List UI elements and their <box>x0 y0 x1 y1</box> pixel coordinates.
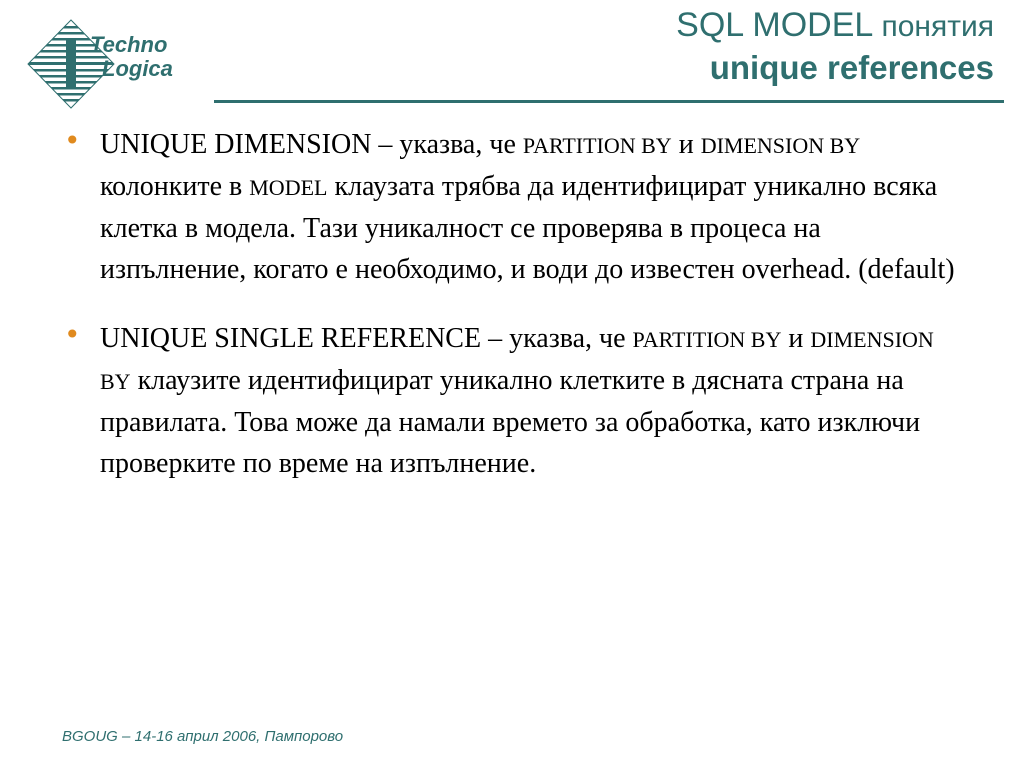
keyword-dimension-by: DIMENSION BY <box>100 327 934 394</box>
bullet-dot-icon: • <box>64 318 81 351</box>
bullet-text-part: и <box>781 323 811 354</box>
keyword-partition-by: PARTITION BY <box>522 133 672 158</box>
bullet-text-part: и <box>671 129 701 160</box>
bullet-item-unique-single-reference <box>60 318 960 484</box>
bullet-text-part: UNIQUE SINGLE REFERENCE – указва, че <box>100 323 633 354</box>
bullet-list <box>60 124 960 484</box>
bullet-text-part: колонките в <box>100 171 250 202</box>
title-divider <box>214 100 1004 103</box>
footer-text: BGOUG – 14-16 април 2006, Пампорово <box>62 728 344 745</box>
title-suffix: понятия <box>881 10 994 43</box>
bullet-text-part: клаузите идентифицират уникално клетките в дясната страна на правилата. Това може да намали времето за обработка, като изключи проверките по време на изпълнение. <box>100 365 921 479</box>
title-line-1 <box>676 4 994 48</box>
bullet-text-part: клаузата трябва да идентифицират уникално всяка клетка в модела. Тази уникалност се проверява в процеса на изпълнение, когато е необходимо, и води до известен overhead. (default) <box>100 171 955 285</box>
bullet-text-part: UNIQUE DIMENSION – указва, че <box>100 129 523 160</box>
keyword-model: MODEL <box>249 175 328 200</box>
logo-text-line1: Techno <box>90 32 168 57</box>
logo-text-line2: Logica <box>102 56 173 81</box>
title-main: SQL MODEL <box>676 6 873 44</box>
keyword-dimension-by: DIMENSION BY <box>700 133 861 158</box>
logo-diamond-icon <box>26 18 206 110</box>
keyword-partition-by: PARTITION BY <box>632 327 782 352</box>
bullet-dot-icon: • <box>64 124 81 157</box>
slide-title <box>676 4 994 88</box>
slide-subtitle: unique references <box>709 49 994 86</box>
techno-logica-logo <box>26 18 206 110</box>
bullet-item-unique-dimension <box>60 124 960 290</box>
